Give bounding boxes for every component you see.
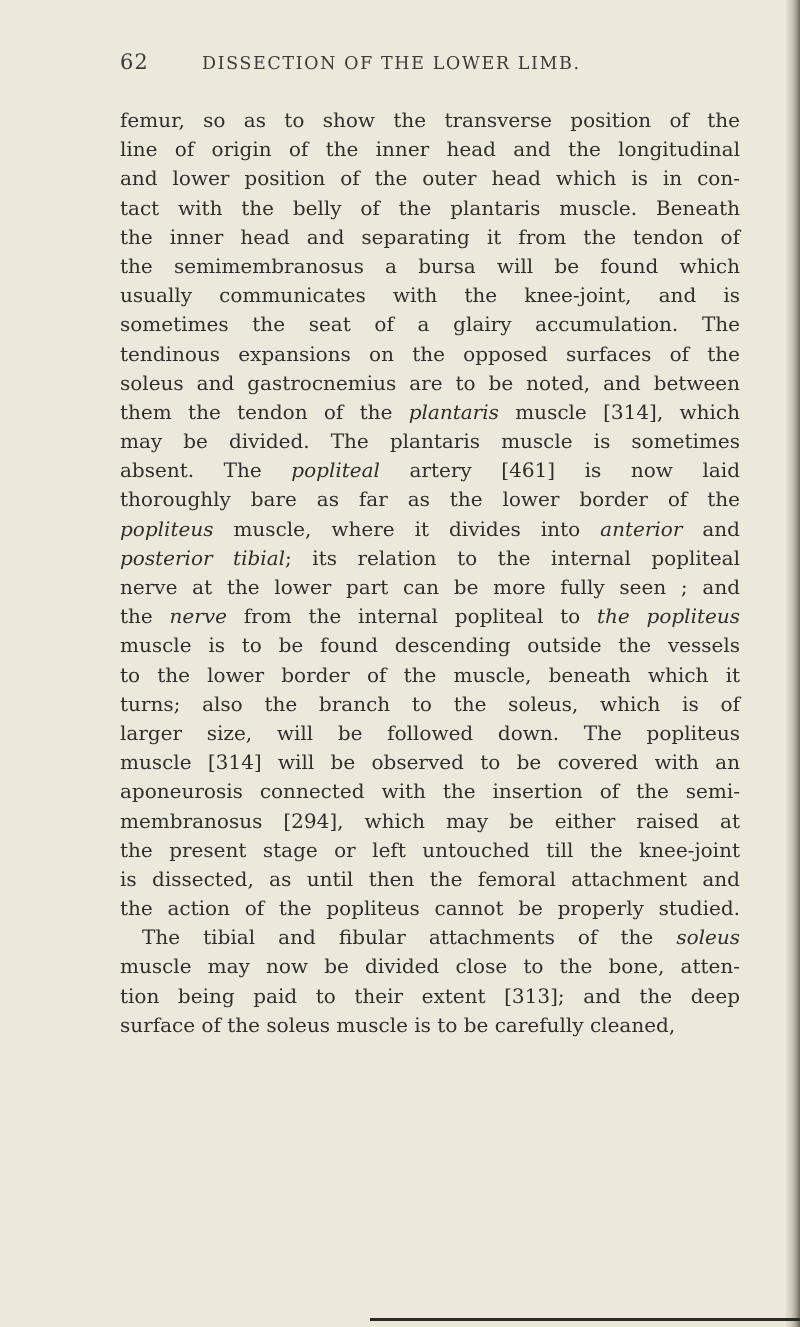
text-segment: membranosus [294], which may be either raised at <box>120 808 740 833</box>
text-line <box>120 690 740 719</box>
text-segment: line of origin of the inner head and the longitudinal <box>120 137 740 162</box>
italic-term: anterior <box>600 516 683 541</box>
text-line <box>120 310 740 339</box>
text-line <box>120 340 740 369</box>
text-line <box>120 194 740 223</box>
text-segment: the action of the popliteus cannot be properly studied. <box>120 896 740 921</box>
body-text <box>120 106 740 1040</box>
italic-term: plantaris <box>408 399 499 424</box>
text-line <box>120 106 740 135</box>
text-segment: muscle may now be divided close to the bone, atten- <box>120 954 740 979</box>
text-segment: usually communicates with the knee-joint, and is <box>120 283 740 308</box>
italic-term: popliteal <box>291 458 380 483</box>
text-line <box>120 865 740 894</box>
text-segment: muscle, where it divides into <box>213 516 601 541</box>
text-line <box>120 515 740 544</box>
text-segment: muscle [314], which <box>498 399 741 424</box>
text-segment: tact with the belly of the plantaris muscle. Beneath <box>120 195 740 220</box>
text-line <box>120 573 740 602</box>
page-edge <box>786 0 800 1327</box>
text-segment: to the lower border of the muscle, beneath which it <box>120 662 740 687</box>
text-line <box>120 748 740 777</box>
page-header <box>120 50 740 84</box>
text-segment: nerve at the lower part can be more fully seen ; and <box>120 575 740 599</box>
running-head: DISSECTION OF THE LOWER LIMB. <box>202 54 581 74</box>
text-segment: thoroughly bare as far as the lower border of the <box>120 487 740 512</box>
text-segment: femur, so as to show the transverse position of the <box>120 108 740 132</box>
text-segment: may be divided. The plantaris muscle is sometimes <box>120 429 740 454</box>
text-segment: soleus and gastrocnemius are to be noted, and between <box>120 370 740 395</box>
text-segment: tendinous expansions on the opposed surfaces of the <box>120 341 740 366</box>
text-line <box>120 982 740 1011</box>
text-segment: the <box>120 604 170 629</box>
text-segment: the inner head and separating it from the tendon of <box>120 224 740 249</box>
text-segment: the semimembranosus a bursa will be found which <box>120 253 740 278</box>
text-line <box>120 836 740 865</box>
text-segment: larger size, will be followed down. The popliteus <box>120 720 740 745</box>
text-line <box>120 544 740 573</box>
italic-term: popliteus <box>120 516 214 541</box>
text-segment: from the internal popliteal to <box>226 604 597 629</box>
text-line <box>120 1011 740 1040</box>
text-segment: and <box>682 516 740 541</box>
italic-term: the popliteus <box>597 604 740 629</box>
text-segment: artery [461] is now laid <box>379 458 740 483</box>
text-segment: muscle is to be found descending outside the vessels <box>120 633 740 658</box>
text-segment: turns; also the branch to the soleus, which is of <box>120 691 740 716</box>
text-line <box>120 661 740 690</box>
text-line <box>120 631 740 660</box>
text-segment: aponeurosis connected with the insertion of the semi- <box>120 779 740 804</box>
text-line <box>120 252 740 281</box>
text-segment: muscle [314] will be observed to be covered with an <box>120 750 740 775</box>
text-line <box>120 369 740 398</box>
text-line <box>120 485 740 514</box>
text-segment: surface of the soleus muscle is to be carefully cleaned, <box>120 1012 676 1037</box>
text-line <box>120 223 740 252</box>
text-segment: ; its relation to the internal popliteal <box>285 545 740 570</box>
text-line <box>120 456 740 485</box>
text-line <box>120 923 740 952</box>
text-segment: absent. The <box>120 458 292 483</box>
text-line <box>120 135 740 164</box>
italic-term: soleus <box>676 925 740 950</box>
text-segment: them the tendon of the <box>120 399 409 424</box>
text-line <box>120 894 740 923</box>
text-segment: tion being paid to their extent [313]; and the deep <box>120 983 740 1008</box>
text-line <box>120 777 740 806</box>
text-line <box>120 427 740 456</box>
text-line <box>120 719 740 748</box>
text-segment: is dissected, as until then the femoral attachment and <box>120 866 740 891</box>
text-segment: the present stage or left untouched till the knee-joint <box>120 837 740 862</box>
text-segment: The tibial and fibular attachments of the <box>142 925 677 950</box>
bottom-rule <box>370 1318 800 1321</box>
text-line <box>120 164 740 193</box>
text-line <box>120 807 740 836</box>
text-line <box>120 398 740 427</box>
page-number: 62 <box>120 50 149 74</box>
italic-term: posterior tibial <box>120 545 286 570</box>
text-segment: sometimes the seat of a glairy accumulation. The <box>120 312 740 337</box>
text-line <box>120 602 740 631</box>
text-segment: and lower position of the outer head which is in con- <box>120 166 740 191</box>
italic-term: nerve <box>169 604 227 629</box>
text-line <box>120 952 740 981</box>
text-line <box>120 281 740 310</box>
